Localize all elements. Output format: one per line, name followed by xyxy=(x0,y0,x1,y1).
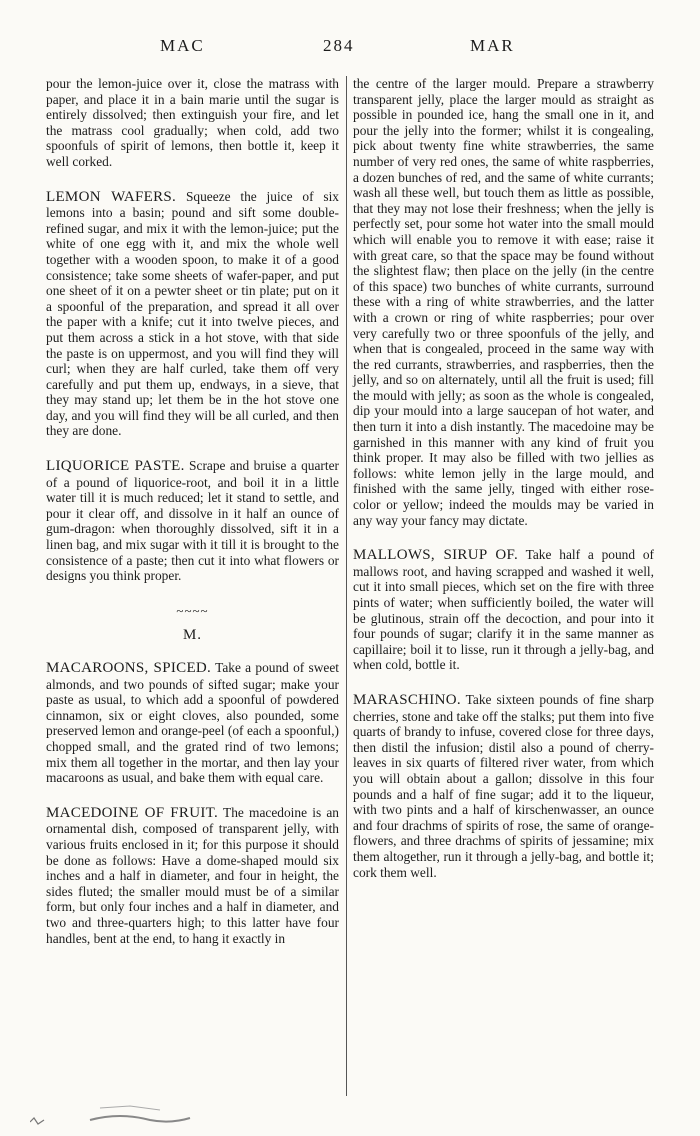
section-separator: ~~~~ xyxy=(176,602,209,618)
entry-body: Squeeze the juice of six lemons into a basin; pound and sift some double-refined sugar, and mix it with the lemon-juice; put the white of one egg with it, and mix the whole well together with a wooden spoon, to make it of a good consistence; take some sheets of wafer-paper, and put one sheet of it on a pewter sheet or tin plate; put on it a spoonful of the preparation, and spread it all over the paper with a knife; cut it into twelve pieces, and put them across a stick in a hot stove, with that side the paste is on uppermost, and you will find they will curl; when they are half curled, take them off very carefully and put them up, endways, in a sieve, that they may stand up; let them be in the hot stove one day, and you will find they will be all curled, and then they are done. xyxy=(46,188,339,439)
section-letter: M. xyxy=(182,627,203,644)
entry-body: Take a pound of sweet almonds, and two pounds of sifted sugar; make your paste as usual, to which add a spoonful of powdered cinnamon, six or eight cloves, also pounded, some preserved lemon and orange-peel (of each a spoonful,) chopped small, and the grated rind of two lemons; mix them all together in the mortar, and then lay your macaroons as usual, and bake them with equal care. xyxy=(46,660,340,786)
left-column xyxy=(46,76,339,965)
right-column xyxy=(353,76,654,899)
entry-body: Take sixteen pounds of fine sharp cherries, stone and take off the stalks; put them into five quarts of brandy to infuse, covered close for three days, then distil the infusion; distil also a pound of cherry-leaves in six quarts of filtered river water, from which you will obtain about a gallon; dissolve in this four pounds and a half of fine sugar; add it to the liqueur, with two pints and a half of kirschenwasser, an ounce and four drachms of spirits of rose, the same of orange-flowers, and three drachms of spirits of jessamine; mix them altogether, run it through a jelly-bag, and bottle it; cork them well. xyxy=(353,691,654,880)
entry-macedoine-of-fruit xyxy=(46,805,339,946)
entry-title: LEMON WAFERS. xyxy=(46,188,177,205)
entry-maraschino xyxy=(353,692,654,880)
running-header xyxy=(0,36,700,60)
entry-mallows-sirup xyxy=(353,547,654,673)
entry-macaroons-spiced xyxy=(46,660,339,786)
entry-title: MACEDOINE OF FRUIT. xyxy=(46,804,219,821)
lemon-cordial-continuation: pour the lemon-juice over it, close the matrass with paper, and place it in a bain marie until the sugar is entirely dissolved; then extinguish your fire, and let the matrass cool gradually; when cold, add two spoonfuls of spirit of lemons, then bottle it, keep it well corked. xyxy=(46,76,339,169)
entry-title: MACAROONS, SPICED. xyxy=(46,660,212,676)
header-left-word: MAC xyxy=(160,36,205,55)
ink-smudge xyxy=(30,1098,230,1128)
entry-title: LIQUORICE PASTE. xyxy=(46,458,185,475)
page-number: 284 xyxy=(323,36,355,55)
entry-lemon-wafers xyxy=(46,189,339,440)
entry-title: MALLOWS, SIRUP OF. xyxy=(353,547,519,564)
column-divider xyxy=(346,76,347,1096)
entry-body: The macedoine is an ornamental dish, composed of transparent jelly, with various fruits enclosed in it; for this purpose it should be done as follows: Have a dome-shaped mould six inches and a half in diameter, and four in height, the sides fluted; the smaller mould must be of a similar form, but only four inches and a half in diameter, and two and three-quarters high; to this latter have four handles, bent at the end, to hang it exactly in xyxy=(46,804,339,946)
entry-liquorice-paste xyxy=(46,458,339,584)
entry-title: MARASCHINO. xyxy=(353,691,461,708)
header-right-word: MAR xyxy=(470,36,515,55)
macedoine-continuation: the centre of the larger mould. Prepare a strawberry transparent jelly, place the larger mould as straight as possible in pounded ice, hang the small one in it, and pour the jelly into the former; whilst it is congealing, pick about twenty fine white strawberries, the same number of very red ones, the same of white raspberries, a dozen bunches of red, and the same of white currants; wash all these well, but touch them as little as possible, that they may not lose their freshness; when the jelly is perfectly set, pour some hot water into the small mould which will enable you to remove it with ease; raise it with great care, so that the space may be found without the slightest flaw; then place on the jelly (in the centre of this space) two bunches of white currants, surround these with a ring of white strawberries, and the latter with a crown or ring of white raspberries; pour over very carefully two or three spoonfuls of the jelly, and when that is congealed, proceed in the same way with the red currants, strawberries, and raspberries, then the jelly, and so on alternately, until all the fruit is used; fill the mould with jelly; as soon as the whole is congealed, dip your mould into a large saucepan of hot water, and then turn it into a dish instantly. The macedoine may be garnished in this manner with any kind of fruit you think proper. It may also be filled with two jellies as follows: white lemon jelly in the large mould, and finished with the same jelly, tinged with either rose-color or yellow; indeed the moulds may be varied in any way your fancy may dictate. xyxy=(353,76,654,528)
entry-body: Take half a pound of mallows root, and having scrapped and washed it well, cut it into small pieces, which set on the fire with three pints of water; when sufficiently boiled, the water will be glutinous, strain off the decoction, and pour into it four pounds of sugar; clarify it in the same manner as capillaire; boil it to lisse, run it through a jelly-bag, and when cold, bottle it. xyxy=(353,547,655,673)
entry-body: Scrape and bruise a quarter of a pound of liquorice-root, and boil it in a little water till it is much reduced; let it stand to settle, and pour it clear off, and dissolve in it half an ounce of gum-dragon: when thoroughly dissolved, sift it in a linen bag, and mix sugar with it till it is brought to the consistence of a paste; then cut it into what flowers or designs you think proper. xyxy=(46,458,339,584)
